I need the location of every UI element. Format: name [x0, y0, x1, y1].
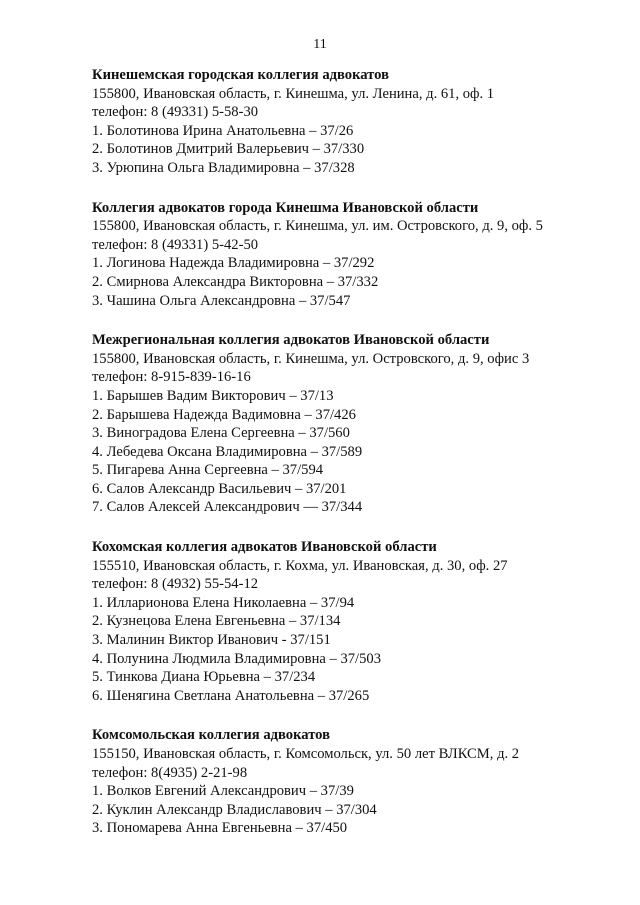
- member-item: 3. Виноградова Елена Сергеевна – 37/560: [92, 425, 350, 442]
- section-title: Кинешемская городская коллегия адвокатов: [92, 67, 389, 83]
- section-phone: телефон: 8-915-839-16-16: [92, 369, 251, 386]
- section-address: 155800, Ивановская область, г. Кинешма, ул. Ленина, д. 61, оф. 1: [92, 85, 495, 102]
- member-item: 2. Смирнова Александра Викторовна – 37/332: [92, 273, 379, 290]
- member-item: 4. Лебедева Оксана Владимировна – 37/589: [92, 443, 363, 460]
- section-title: Коллегия адвокатов города Кинешма Ивановской области: [92, 199, 479, 216]
- member-item: 2. Кузнецова Елена Евгеньевна – 37/134: [92, 613, 341, 630]
- member-item: 3. Малинин Виктор Иванович - 37/151: [92, 632, 331, 649]
- member-item: 1. Болотинова Ирина Анатольевна – 37/26: [92, 122, 354, 139]
- member-item: 1. Логинова Надежда Владимировна – 37/292: [92, 255, 375, 272]
- member-item: 2. Барышева Надежда Вадимовна – 37/426: [92, 406, 356, 423]
- member-item: 5. Пигарева Анна Сергеевна – 37/594: [92, 462, 324, 479]
- section-phone: телефон: 8 (49331) 5-42-50: [92, 236, 259, 253]
- section-kineshma-city-bar: [92, 66, 612, 178]
- member-item: 3. Чашина Ольга Александровна – 37/547: [92, 292, 351, 309]
- member-item: 7. Салов Алексей Александрович — 37/344: [92, 499, 363, 516]
- section-address: 155800, Ивановская область, г. Кинешма, ул. им. Островского, д. 9, оф. 5: [92, 218, 543, 235]
- document-body: [92, 66, 612, 859]
- member-item: 6. Салов Александр Васильевич – 37/201: [92, 480, 347, 497]
- member-item: 3. Пономарева Анна Евгеньевна – 37/450: [92, 820, 348, 837]
- section-phone: телефон: 8 (4932) 55-54-12: [92, 576, 259, 593]
- member-item: 2. Болотинов Дмитрий Валерьевич – 37/330: [92, 141, 365, 158]
- section-title: Кохомская коллегия адвокатов Ивановской области: [92, 539, 437, 556]
- member-item: 1. Барышев Вадим Викторович – 37/13: [92, 387, 334, 404]
- member-item: 3. Урюпина Ольга Владимировна – 37/328: [92, 159, 355, 176]
- page-number: 11: [313, 37, 327, 52]
- section-address: 155510, Ивановская область, г. Кохма, ул. Ивановская, д. 30, оф. 27: [92, 557, 508, 574]
- section-interregional-bar: [92, 331, 612, 517]
- section-address: 155800, Ивановская область, г. Кинешма, ул. Островского, д. 9, офис 3: [92, 350, 530, 367]
- section-kokhma-bar: [92, 538, 612, 705]
- section-title: Комсомольская коллегия адвокатов: [92, 727, 330, 744]
- member-item: 1. Илларионова Елена Николаевна – 37/94: [92, 594, 355, 611]
- member-item: 5. Тинкова Диана Юрьевна – 37/234: [92, 669, 316, 686]
- section-phone: телефон: 8 (49331) 5-58-30: [92, 104, 259, 121]
- section-address: 155150, Ивановская область, г. Комсомольск, ул. 50 лет ВЛКСМ, д. 2: [92, 746, 520, 762]
- section-phone: телефон: 8(4935) 2-21-98: [92, 764, 248, 781]
- member-item: 4. Полунина Людмила Владимировна – 37/503: [92, 650, 381, 667]
- member-item: 1. Волков Евгений Александрович – 37/39: [92, 783, 354, 800]
- member-item: 2. Куклин Александр Владиславович – 37/304: [92, 801, 377, 818]
- section-komsomolsk-bar: [92, 726, 612, 838]
- section-title: Межрегиональная коллегия адвокатов Ивановской области: [92, 332, 490, 349]
- member-item: 6. Шенягина Светлана Анатольевна – 37/265: [92, 687, 370, 704]
- section-kineshma-bar-ivanovo: [92, 199, 612, 311]
